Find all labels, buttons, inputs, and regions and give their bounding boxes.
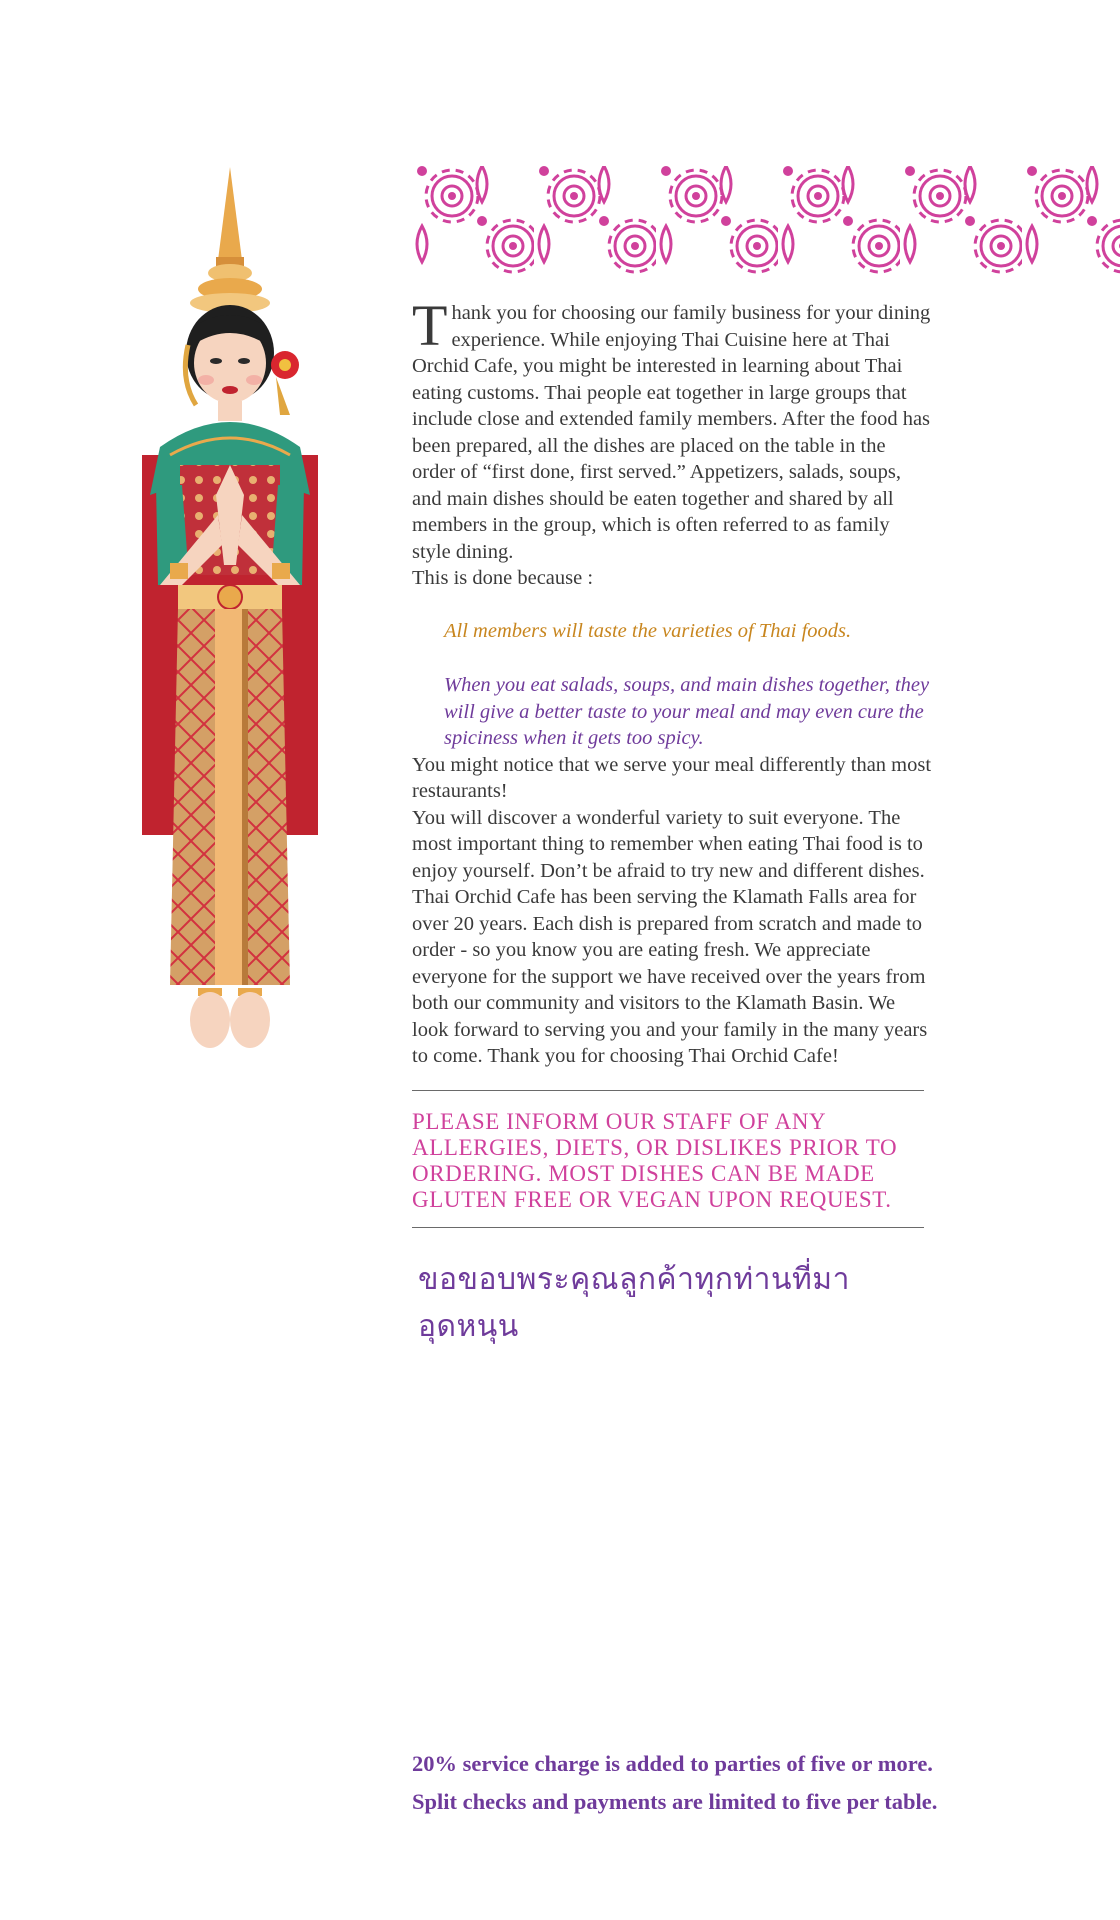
paragraph-history: Thai Orchid Cafe has been serving the Klamath Falls area for over 20 years. Each dish is prepared from scratch and made to order - so you know you are eating fresh. We appreciate everyone for the support we have received over the years from both our community and visitors to the Klamath Basin. We look forward to serving you and your family in the many years to come. Thank you for choosing Thai Orchid Cafe! [412, 886, 928, 1067]
reason-item-2: When you eat salads, soups, and main dishes together, they will give a better taste to your meal and may even cure the spiciness when it gets too spicy. [444, 674, 930, 749]
divider-top [412, 1090, 924, 1091]
paragraph-variety: You will discover a wonderful variety to suit everyone. The most important thing to remember when eating Thai food is to enjoy yourself. Don’t be afraid to try new and different dishes. [412, 806, 925, 882]
intro-paragraph [412, 293, 932, 565]
footer-policies [412, 1745, 1112, 1821]
floral-pattern-banner [412, 166, 1120, 274]
service-charge-note: 20% service charge is added to parties of five or more. [412, 1751, 933, 1776]
split-check-note: Split checks and payments are limited to five per table. [412, 1789, 938, 1814]
main-text [412, 293, 932, 1350]
reasons-heading: This is done because : [412, 567, 594, 589]
drop-cap: T [412, 293, 448, 358]
divider-bottom [412, 1227, 924, 1228]
allergy-notice: PLEASE INFORM OUR STAFF OF ANY ALLERGIES, DIETS, OR DISLIKES PRIOR TO ORDERING. MOST DISHES CAN BE MADE GLUTEN FREE OR VEGAN UPON REQUEST. [412, 1108, 898, 1212]
intro-text: hank you for choosing our family business for your dining experience. While enjoying Thai Cuisine here at Thai Orchid Cafe, you might be interested in learning about Thai eating customs. Thai people eat together in large groups that include close and extended family members. After the food has been prepared, all the dishes are placed on the table in the order of “first done, first served.” Appetizers, salads, soups, and main dishes should be eaten together and shared by all members in the group, which is often referred to as family style dining. [412, 302, 931, 563]
reason-item-1: All members will taste the varieties of Thai foods. [444, 619, 852, 642]
paragraph-serve-differently: You might notice that we serve your meal differently than most restaurants! [412, 753, 932, 802]
thai-dancer-illustration [100, 165, 360, 1095]
thai-thanks: ขอขอบพระคุณลูกค้าทุกท่านที่มาอุดหนุน [418, 1261, 850, 1344]
